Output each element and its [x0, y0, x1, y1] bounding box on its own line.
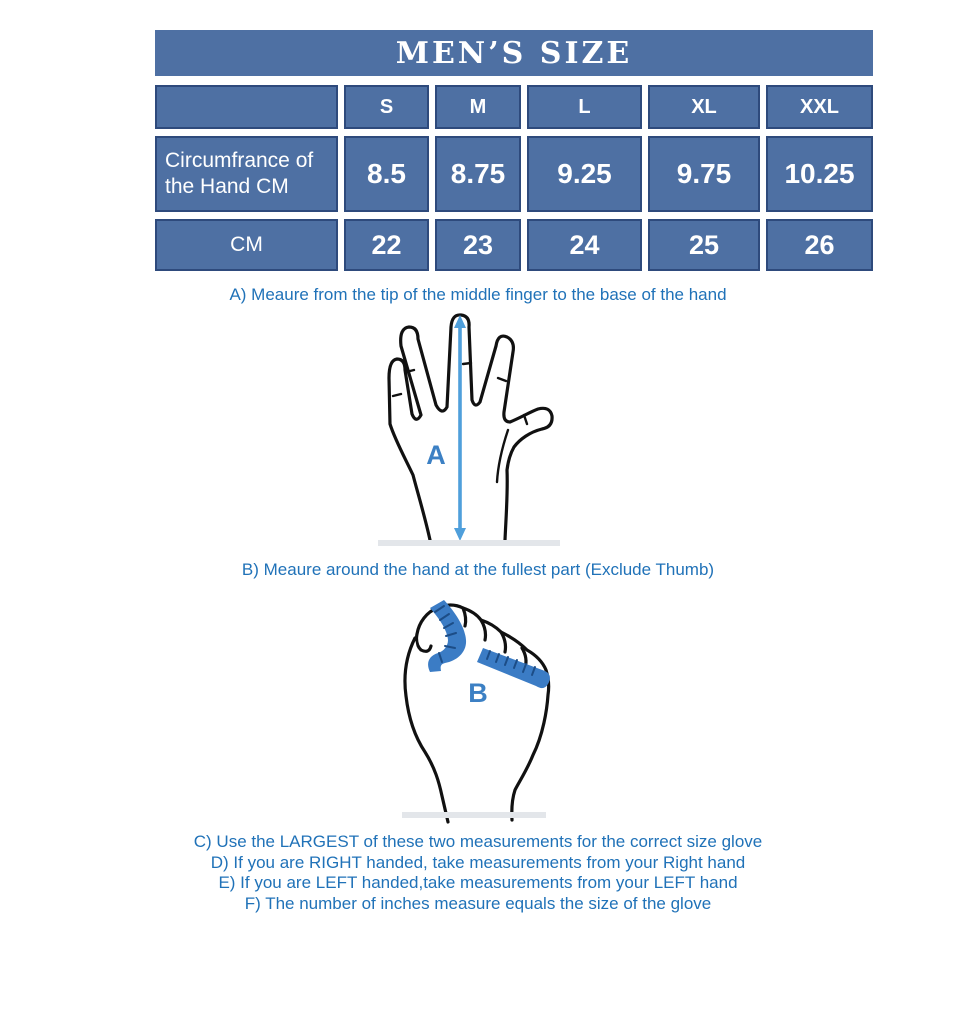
circumference-value-l: 9.25 [527, 136, 642, 212]
open-hand-svg [368, 312, 590, 544]
fist-illustration [395, 590, 593, 830]
cm-value-s: 22 [344, 219, 429, 271]
fist-svg [395, 590, 593, 830]
instruction-a: A) Meaure from the tip of the middle finger to the base of the hand [229, 285, 727, 304]
cm-value-l: 24 [527, 219, 642, 271]
illustration-a-edge-artifact [378, 540, 560, 546]
corner-cell [155, 85, 338, 129]
instruction-d: D) If you are RIGHT handed, take measurements from your Right hand [210, 852, 746, 872]
mens-size-table [155, 30, 873, 271]
circumference-value-xl: 9.75 [648, 136, 760, 212]
size-header-l: L [527, 85, 642, 129]
circumference-value-xxl: 10.25 [766, 136, 873, 212]
circumference-value-s: 8.5 [344, 136, 429, 212]
row-label-circumference: Circumfrance of the Hand CM [155, 136, 338, 212]
measurement-notes [0, 832, 956, 914]
size-header-m: M [435, 85, 521, 129]
cm-value-m: 23 [435, 219, 521, 271]
row-label-cm: CM [155, 219, 338, 271]
instruction-b: B) Meaure around the hand at the fullest part (Exclude Thumb) [241, 560, 715, 579]
instruction-e: E) If you are LEFT handed,take measurements from your LEFT hand [218, 873, 738, 892]
illustration-b-edge-artifact [402, 812, 546, 818]
circumference-value-m: 8.75 [435, 136, 521, 212]
diagram-label-b: B [468, 678, 488, 708]
instruction-c: C) Use the LARGEST of these two measurements for the correct size glove [193, 832, 763, 851]
instruction-f: F) The number of inches measure equals the size of the glove [244, 893, 712, 913]
diagram-label-a: A [426, 440, 446, 470]
size-header-s: S [344, 85, 429, 129]
cm-value-xxl: 26 [766, 219, 873, 271]
table-title: MEN’S SIZE [395, 35, 633, 71]
size-header-xl: XL [648, 85, 760, 129]
size-grid [155, 85, 873, 271]
table-title-bar [155, 30, 873, 76]
cm-value-xl: 25 [648, 219, 760, 271]
fist-outline [405, 605, 549, 822]
size-header-xxl: XXL [766, 85, 873, 129]
hand-outline [389, 315, 552, 540]
open-hand-illustration [368, 312, 590, 544]
